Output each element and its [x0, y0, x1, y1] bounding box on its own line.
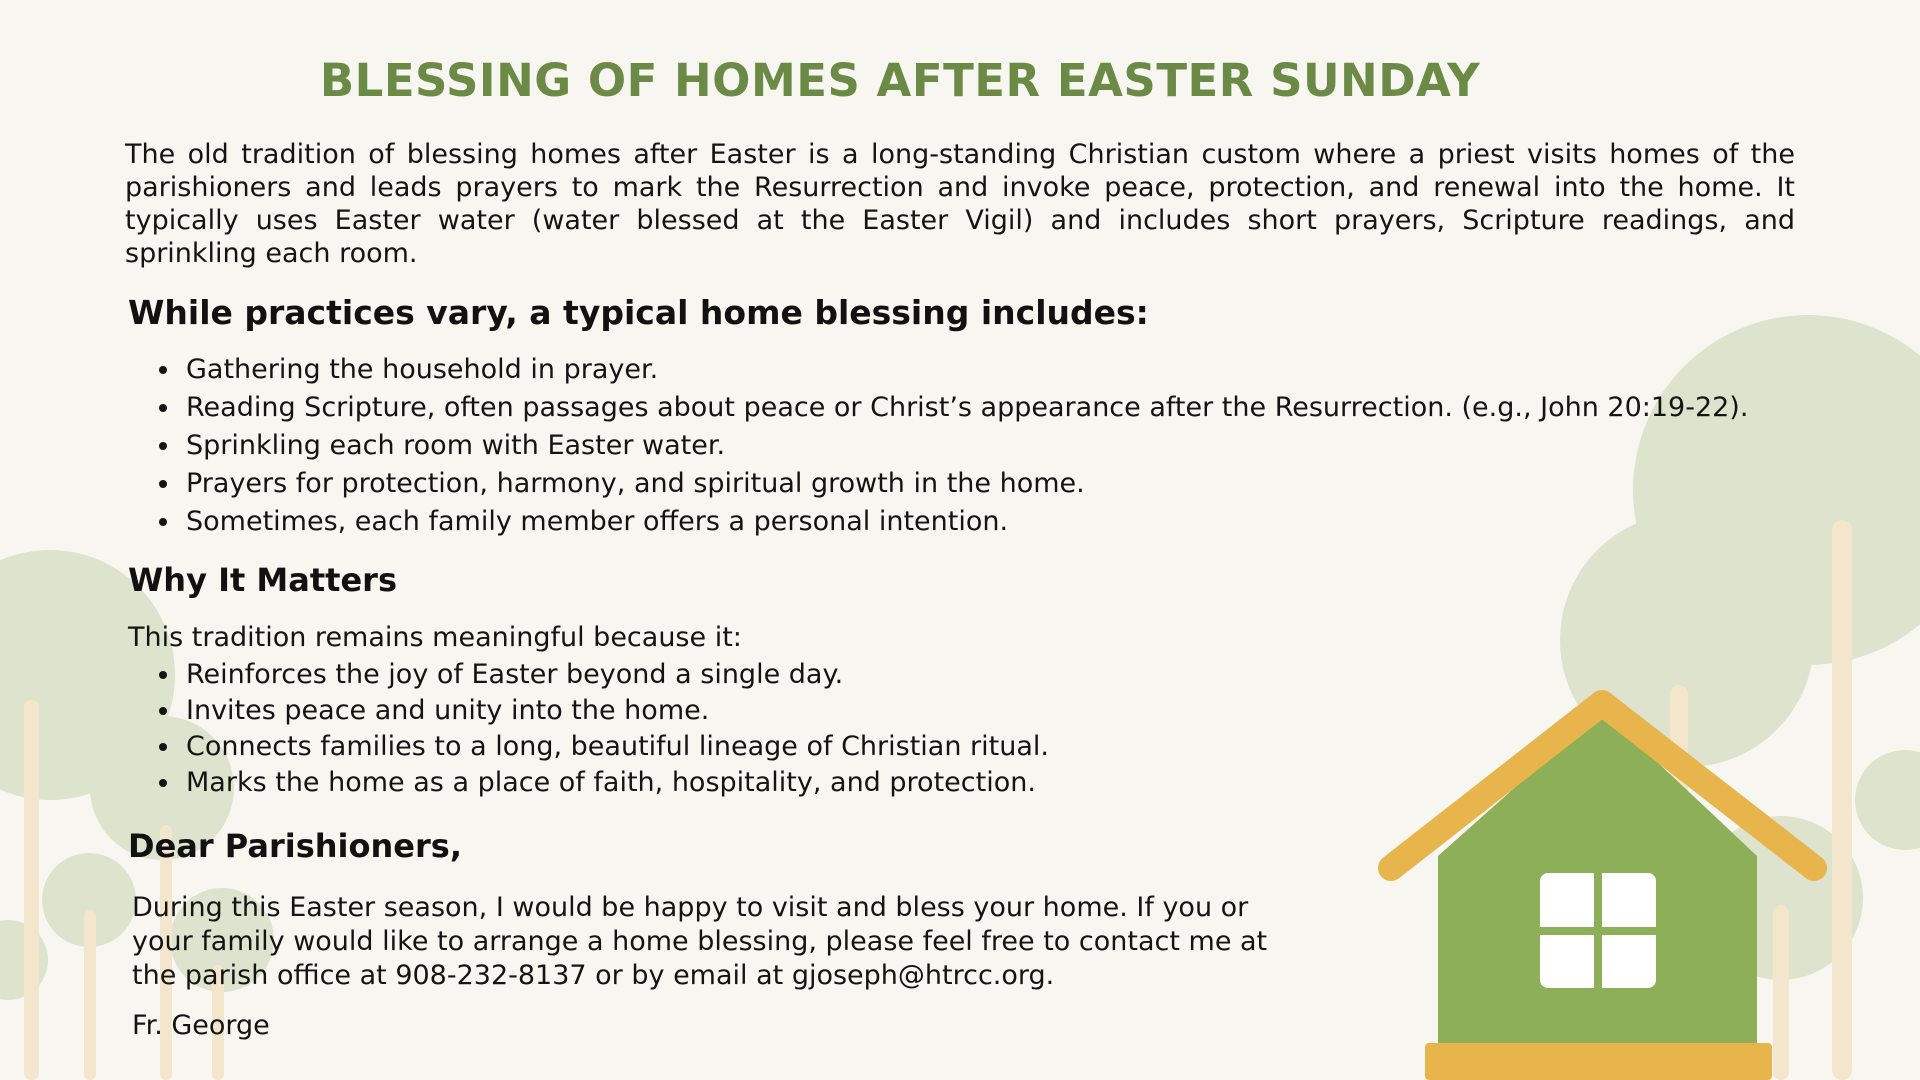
list-item: • Sometimes, each family member offers a personal intention. [182, 503, 1748, 541]
list-item: • Reading Scripture, often passages about peace or Christ’s appearance after the Resurrection. (e.g., John 20:19-22). [182, 389, 1748, 427]
why-heading: Why It Matters [128, 561, 397, 599]
list-item: • Prayers for protection, harmony, and spiritual growth in the home. [182, 465, 1748, 503]
list-item: • Connects families to a long, beautiful lineage of Christian ritual. [182, 729, 1049, 765]
house-icon [1391, 703, 1814, 1080]
list-item: • Reinforces the joy of Easter beyond a single day. [182, 657, 1049, 693]
signature: Fr. George [132, 1010, 270, 1041]
practices-list [152, 351, 1748, 541]
list-item: • Invites peace and unity into the home. [182, 693, 1049, 729]
page-title: BLESSING OF HOMES AFTER EASTER SUNDAY [319, 54, 1481, 107]
list-item: • Sprinkling each room with Easter water. [182, 427, 1748, 465]
intro-paragraph: The old tradition of blessing homes after Easter is a long-standing Christian custom where a priest visits homes of the parishioners and leads prayers to mark the Resurrection and invoke peace, protection, and renewal into the home. It typically uses Easter water (water blessed at the Easter Vigil) and includes short prayers, Scripture readings, and sprinkling each room. [125, 139, 1795, 269]
practices-heading: While practices vary, a typical home blessing includes: [128, 293, 1149, 332]
why-lead: This tradition remains meaningful because it: [128, 622, 742, 653]
list-item: • Gathering the household in prayer. [182, 351, 1748, 389]
why-list [152, 657, 1049, 801]
letter-heading: Dear Parishioners, [128, 827, 462, 865]
list-item: • Marks the home as a place of faith, hospitality, and protection. [182, 765, 1049, 801]
letter-body: During this Easter season, I would be happy to visit and bless your home. If you or your family would like to arrange a home blessing, please feel free to contact me at the parish office at 908-232-8137 or by email at gjoseph@htrcc.org. [132, 892, 1268, 991]
